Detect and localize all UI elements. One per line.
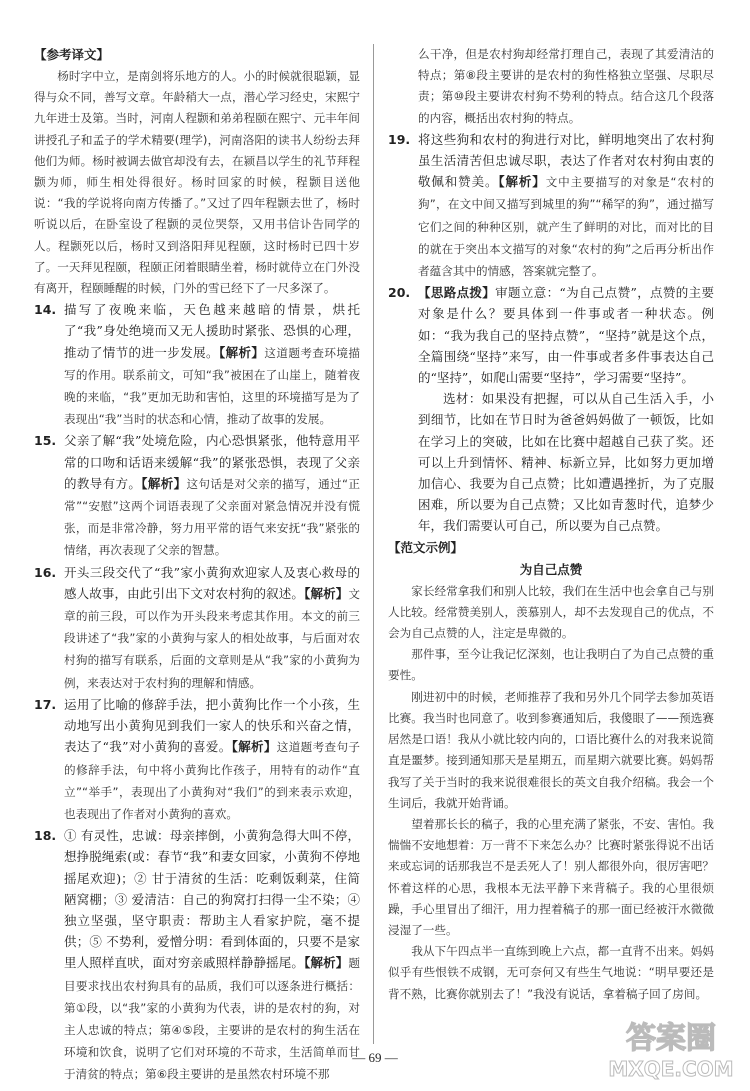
answer-number: 18. xyxy=(34,828,57,844)
essay-paragraph: 刚进初中的时候，老师推荐了我和另外几个同学去参加英语比赛。我当时也同意了。收到参赛通知后，我傻眼了——预选赛居然是口语！我从小就比较内向的，口语比赛什么的对我来说简直是噩梦。接到通知那天是星期五，而星期六就要比赛。妈妈帮我写了关于当时的我来说很难很长的英文自我介绍稿。我会一个生词后，我就开始背诵。 xyxy=(388,689,714,810)
analysis-text: 这道题考查环境描写的作用。联系前文，可知“我”被困在了山崖上，随着夜晚的来临，“我”更加无助和害怕，这里的环境描写是为了表现出“我”当时的状态和心情，推动了故事的发展。 xyxy=(64,345,360,427)
analysis-tag: 【解析】 xyxy=(304,585,349,601)
answer-16 xyxy=(34,562,360,694)
answer-15 xyxy=(34,430,360,561)
answer-18-continued: 么干净，但是农村狗却经常打理自己，表现了其爱清洁的特点；第⑧段主要讲的是农村的狗性格独立坚强、尽职尽责；第⑩段主要讲农村狗不势利的特点。结合这几个段落的内容，概括出农村狗的特点。 xyxy=(418,47,714,125)
essay-title: 为自己点赞 xyxy=(519,561,583,577)
approach-tag: 【思路点拨】 xyxy=(418,285,496,301)
analysis-text: 文中主要描写的对象是“农村的狗”，在文中间又描写到城里的狗”“稀罕的狗”，通过描写它们之间的种种区别，就产生了鲜明的对比，而对比的目的就在于突出本文描写的对象“农村的狗”之后再分析出作者蕴含其中的情感，答案就完整了。 xyxy=(418,175,714,279)
approach-text: 审题立意：“为自己点赞”，点赞的主要对象是什么？要具体到一件事或者一种状态。例如：“我为我自己的坚持点赞”，“坚持”就是这个点，全篇围绕“坚持”来写，由一件事或者多件事表达自己的“坚持”，如爬山需要“坚持”，学习需要“坚持”。 xyxy=(418,285,714,386)
answer-number: 14. xyxy=(34,302,57,318)
answer-number: 17. xyxy=(34,696,57,712)
analysis-tag: 【解析】 xyxy=(304,955,349,971)
analysis-text: 文章的前三段，可以作为开头段来考虑其作用。本文的前三段讲述了“我”家的小黄狗与家人的相处故事，与后面对农村狗的描写有联系，后面的文章则是从“我”家的小黄狗为例，来表达对于农村狗的理解和情感。 xyxy=(64,586,360,690)
answer-number: 19. xyxy=(388,131,411,147)
analysis-text: 这句话是对父亲的描写，通过“正常”“安慰”这两个词语表现了父亲面对紧急情况并没有慌张，而是非常冷静，努力用平常的语气来安抚“我”紧张的情绪，再次表现了父亲的智慧。 xyxy=(64,476,360,558)
essay-paragraph: 家长经常拿我们和别人比较，我们在生活中也会拿自己与别人比较。经常赞美别人，羡慕别人，却不去发现自己的优点，不会为自己点赞的人，注定是卑微的。 xyxy=(388,583,714,641)
answer-text: 开头三段交代了“我”家小黄狗欢迎家人及衷心救母的感人故事，由此引出下文对农村狗的叙述。 xyxy=(64,564,360,601)
model-essay-heading: 【范文示例】 xyxy=(388,539,464,555)
answer-number: 20. xyxy=(388,285,411,301)
answer-text: 运用了比喻的修辞手法，把小黄狗比作一个小孩，生动地写出小黄狗见到我们一家人的快乐和兴奋之情，表达了“我”对小黄狗的喜爱。 xyxy=(64,696,360,755)
answer-text: 父亲了解“我”处境危险，内心恐惧紧张，他特意用平常的口吻和话语来缓解“我”的紧张恐惧，表现了父亲的教导有方。 xyxy=(64,433,360,491)
answer-14 xyxy=(34,299,360,430)
answer-number: 15. xyxy=(34,433,57,449)
answer-18 xyxy=(34,825,360,1085)
answer-text: 描写了夜晚来临，天色越来越暗的情景，烘托了“我”身处绝境而又无人援助时紧张、恐惧的心理，推动了情节的进一步发展。 xyxy=(64,302,360,360)
reference-translation-text: 杨时字中立，是南剑将乐地方的人。小的时候就很聪颖，显得与众不同，善写文章。年龄稍大一点，潜心学习经史，宋熙宁九年进士及第。当时，河南人程颢和弟弟程颐在熙宁、元丰年间讲授孔子和孟子的学术精要(理学)，河南洛阳的读书人纷纷去拜他们为师。杨时被调去做官却没有去，在颍昌以学生的礼节拜程颢为师，师生相处得很好。杨时回家的时候，程颢目送他说：“我的学说将向南方传播了。”又过了四年程颢去世了，杨时听说以后，在卧室设了程颢的灵位哭祭，又用书信讣告同学的人。程颢死以后，杨时又到洛阳拜见程颐，这时杨时已四十岁了。一天拜见程颐，程颐正闭着眼睛坐着，杨时就侍立在门外没有离开，程颐睡醒的时候，门外的雪已经下了一尺多深了。 xyxy=(34,69,360,296)
analysis-tag: 【解析】 xyxy=(498,174,546,190)
answer-20 xyxy=(388,282,714,536)
svg-text:MXQE.COM: MXQE.COM xyxy=(608,1057,734,1081)
watermark-logo xyxy=(600,1012,742,1084)
left-column xyxy=(34,44,360,1086)
column-divider xyxy=(373,44,374,1044)
svg-text:答案圈: 答案圈 xyxy=(626,1021,716,1056)
answer-text: ① 有灵性，忠诚：母亲摔倒，小黄狗急得大叫不停，想挣脱绳索(或：春节“我”和妻女回家，小黄狗不停地摇尾欢迎)；② 甘于清贫的生活：吃剩饭剩菜，住简陋窝棚；③ 爱清洁：自己的狗窝打扫得一尘不染；④ 独立坚强，坚守职责：帮助主人看家护院，毫不提供；⑤ 不势利，爱憎分明：看到体面的，只要不是家里人照样直吠，面对穷亲戚照样静静摇尾。 xyxy=(64,828,360,971)
reference-translation-heading: 【参考译文】 xyxy=(34,47,110,62)
analysis-text: 这道题考查句子的修辞手法，句中将小黄狗比作孩子，用特有的动作“直立”“举手”，表现出了小黄狗对“我们”的到来表示欢迎，也表现出了作者对小黄狗的喜欢。 xyxy=(64,740,360,821)
material-text: 选材：如果没有把握，可以从自己生活入手，小到细节，比如在节日时为爸爸妈妈做了一顿饭，比如在学习上的突破，比如在比赛中超越自己获了奖。还可以上升到情怀、精神、标新立异，比如努力更加增加信心、我要为自己点赞；比如遭遇挫折，为了克服困难，所以要为自己点赞；又比如青葱时代，追梦少年，我们需要认可自己，所以要为自己点赞。 xyxy=(418,391,714,534)
analysis-text: 题目要求找出农村狗具有的品质，我们可以逐条进行概括：第①段，以“我”家的小黄狗为代表，讲的是农村的狗，对主人忠诚的特点；第④⑤段，主要讲的是农村的狗生活在环境和饮食，说明了它们对环境的不苛求，生活简单而甘于清贫的特点；第⑥段主要讲的是虽然农村环境不那 xyxy=(64,956,360,1082)
right-column xyxy=(388,44,714,1005)
analysis-tag: 【解析】 xyxy=(141,475,187,491)
essay-paragraph: 我从下午四点半一直练到晚上六点，都一直背不出来。妈妈似乎有些恨铁不成钢，无可奈何又有些生气地说：“明早要还是背不熟，比赛你就别去了！”我没有说话，拿着稿子回了房间。 xyxy=(388,944,714,1001)
answer-19 xyxy=(388,129,714,282)
answer-number: 16. xyxy=(34,564,57,580)
page-number: — 69 — xyxy=(352,1050,398,1065)
analysis-tag: 【解析】 xyxy=(218,344,265,360)
essay-paragraph: 望着那长长的稿子，我的心里充满了紧张，不安、害怕。我惴惴不安地想着：万一背不下来怎么办？比赛时紧张得说不出话来或忘词的话那我岂不是丢死人了！别人都很外向，很厉害吧？怀着这样的心思，我根本无法平静下来背稿子。我的心里很烦躁，手心里冒出了细汗，用力捏着稿子的那一面已经被汗水微微浸湿了一些。 xyxy=(388,816,714,937)
answer-17 xyxy=(34,694,360,825)
analysis-tag: 【解析】 xyxy=(231,739,277,755)
essay-paragraph: 那件事，至今让我记忆深刻，也让我明白了为自己点赞的重要性。 xyxy=(388,647,714,683)
answer-text: 将这些狗和农村的狗进行对比，鲜明地突出了农村狗虽生活清苦但忠诚尽职，表达了作者对农村狗由衷的敬佩和赞美。 xyxy=(418,131,714,190)
